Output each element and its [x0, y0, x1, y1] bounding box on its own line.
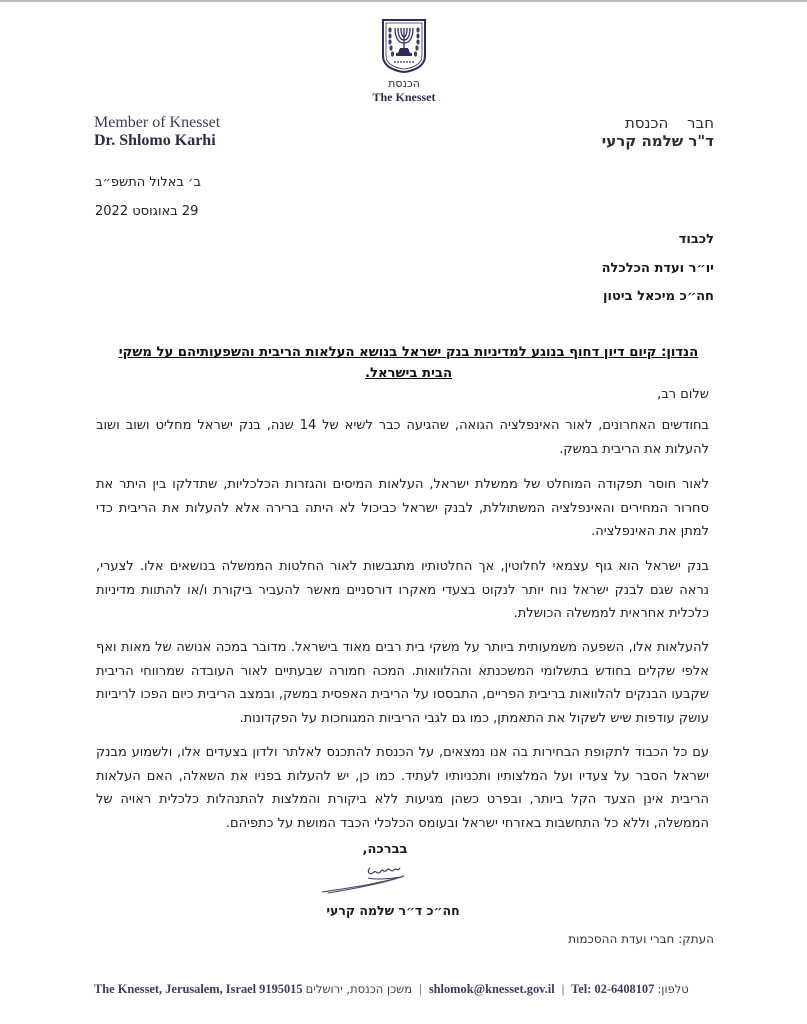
letter-subject: הנדון: קיום דיון דחוף בנוגע למדיניות בנק ישראל בנושא העלאות הריבית והשפעותיהם על משקי הבית בישראל. [118, 345, 699, 381]
body-paragraph: בחודשים האחרונים, לאור האינפלציה הגואה, שהגיעה כבר לשיא של 14 שנה, בנק ישראל מחליט ושוב ושוב להעלות את הריבית במשק. [96, 418, 709, 457]
body-paragraph: לאור חוסר תפקודה המוחלט של ממשלת ישראל, העלאות המיסים והגזרות הכלכליות, שתדלקו בין היתר את סחרור המחירים והאינפלציה המשתוללת, לבנק ישראל כביכול לא היתה ברירה אלא להעלות את הריבית כדי למתן את האינפלציה. [96, 477, 709, 539]
footer-tel-label: Tel: [571, 982, 592, 996]
signer-name: חה״כ ד״ר שלמה קרעי [326, 903, 460, 918]
emblem-label-en: The Knesset [372, 90, 436, 104]
handwritten-signature-icon [318, 862, 418, 896]
member-header-he [602, 114, 714, 150]
body-paragraph: בנק ישראל הוא גוף עצמאי לחלוטין, אך החלטותיו מתגבשות לאור החלטות הממשלה בנושאים אלו. לצערי, נראה שגם לבנק ישראל נוח יותר לנקוט בצעדי מאקרו דורסניים מאשר להעביר ביקורת ו/או להתוות מדיניות כלכלית אחראית לממשלה הכושלת. [96, 559, 709, 621]
footer-email-link[interactable]: shlomok@knesset.gov.il [428, 982, 555, 996]
footer-separator: | [561, 982, 565, 996]
member-title-en: Member of Knesset [94, 114, 221, 131]
member-name-he: ד"ר שלמה קרעי [601, 132, 714, 150]
body-paragraph: להעלאות אלו, השפעה משמעותית ביותר על משקי בית רבים מאוד בישראל. מדובר במכה אנושה של מאות ואף אלפי שקלים בחודש בתשלומי המשכנתא וההלוואות. המכה חמורה שבעתיים לאור העובדה שמרווחי הריבית שקבעו הבנקים להלוואות בריבית הפריים, התבססו על הריבית האפסית במשק, ובמצב הריבית כיום הפכו לריביות עושק עודפות שיש לשקול את התאמתן, כמו גם לגבי הריביות המגוחכות על הפקדונות. [96, 640, 709, 726]
footer-address-en: The Knesset, Jerusalem, Israel 9195015 [94, 982, 303, 996]
addressee-name: חה״כ מיכאל ביטון [603, 289, 714, 304]
footer-address-he: משכן הכנסת, ירושלים [305, 982, 413, 996]
footer-separator: | [419, 982, 422, 996]
gregorian-date: 29 באוגוסט 2022 [95, 204, 199, 219]
addressee-role: יו״ר ועדת הכלכלה [601, 261, 714, 276]
member-name-en: Dr. Shlomo Karhi [94, 132, 216, 149]
knesset-menorah-emblem-icon [380, 18, 428, 74]
letterhead-footer [94, 982, 734, 997]
footer-tel-label-he: טלפון: [657, 982, 689, 996]
member-header-en [94, 114, 220, 150]
closing-blessing: בברכה, [362, 842, 408, 857]
footer-phone: 02-6408107 [594, 982, 655, 996]
top-border [0, 0, 807, 2]
emblem-label-he: הכנסת [388, 77, 420, 90]
cc-line: העתק: חברי ועדת ההסכמות [568, 932, 714, 946]
hebrew-date: ב׳ באלול התשפ״ב [95, 175, 201, 190]
addressee-salutation: לכבוד [678, 232, 714, 247]
letter-greeting: שלום רב, [657, 387, 709, 402]
member-title-he: חבר הכנסת [624, 114, 714, 132]
letterhead-emblem [370, 18, 438, 104]
body-paragraph: עם כל הכבוד לתקופת הבחירות בה אנו נמצאים, על הכנסת להתכנס לאלתר ולדון בצעדים אלו, ולשמוע מבנק ישראל הסבר על צעדיו ועל המלצותיו ותכניותיו לעתיד. כמו כן, יש להעלות בפניו את השאלה, האם העלאות הריבית אינן הצעד הקל ביותר, ובפרט כשהן מגיעות ללא ביקורת והמלצות להתנהלות כלכלית ראויה של הממשלה, וללא כל התחשבות באזרחי ישראל ובעומס הכלכלי הכבד המושת על כתפיהם. [96, 745, 709, 831]
